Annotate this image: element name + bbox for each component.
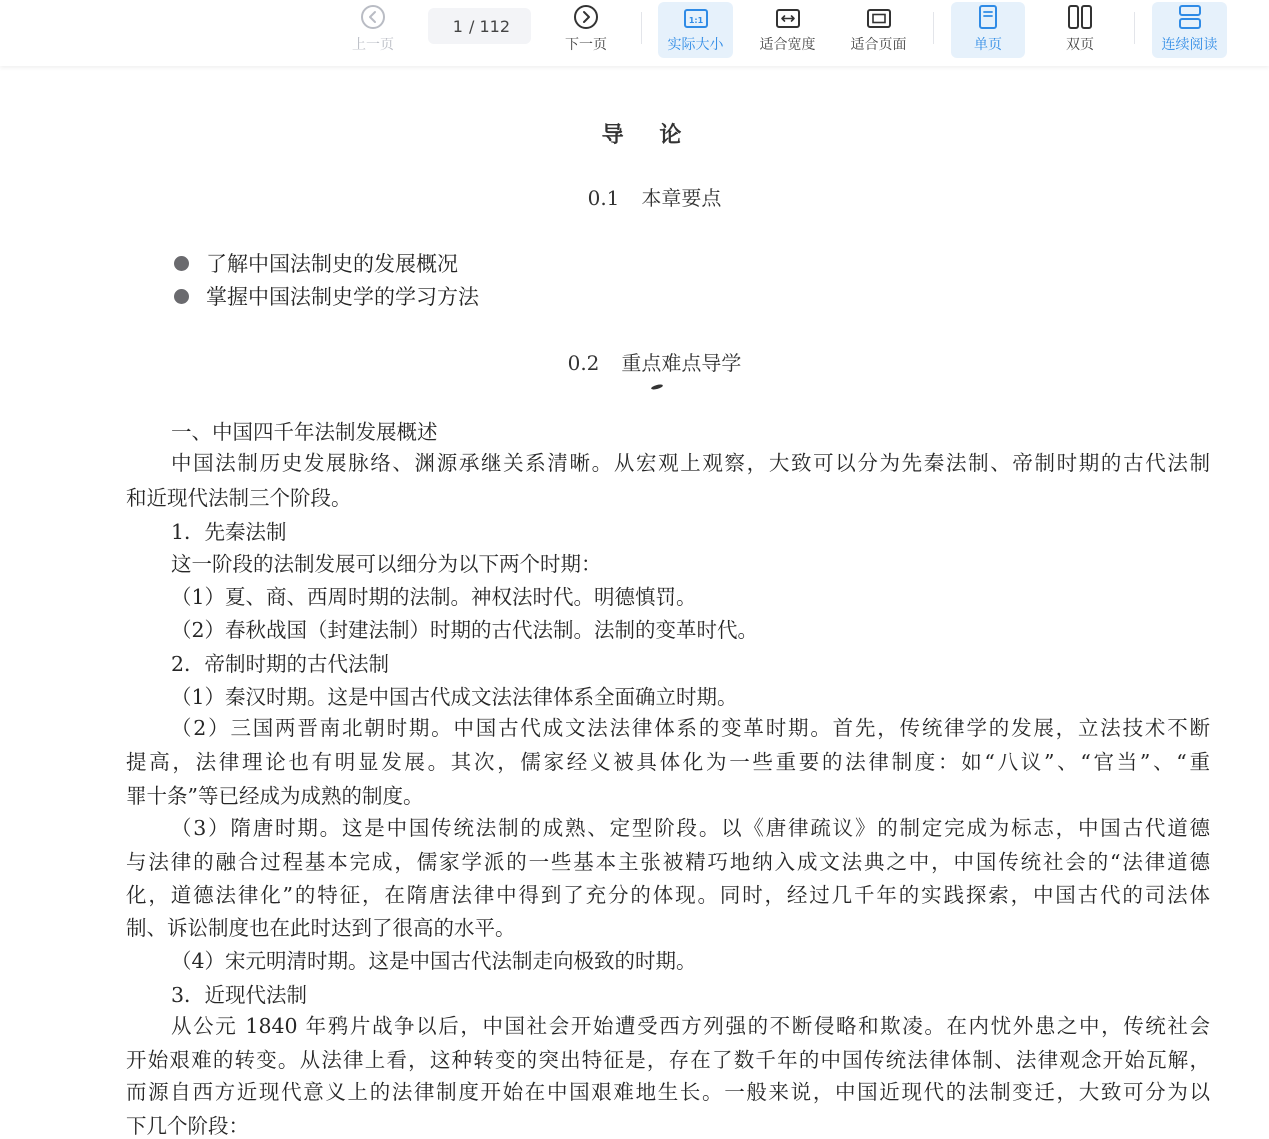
body-line: 化，道德法律化”的特征，在隋唐法律中得到了充分的体现。同时，经过几千年的实践探索，中国古代的司法体	[126, 883, 1210, 907]
page-title: 导 论	[601, 122, 696, 148]
single-page-button[interactable]	[951, 2, 1025, 58]
body-line: （2）三国两晋南北朝时期。中国古代成文法法律体系的变革时期。首先，传统律学的发展，立法技术不断	[171, 716, 1210, 740]
fit-page-button[interactable]	[841, 2, 916, 58]
double-page-icon	[1066, 2, 1094, 30]
body-line: （2）春秋战国（封建法制）时期的古代法制。法制的变革时代。	[171, 618, 759, 642]
body-line: 3．近现代法制	[171, 983, 308, 1007]
document-page	[0, 66, 1269, 1138]
fit-width-icon	[775, 2, 801, 30]
list-item	[174, 281, 479, 311]
next-page-label: 下一页	[565, 37, 607, 53]
actual-size-button[interactable]	[658, 2, 733, 58]
body-line: （1）秦汉时期。这是中国古代成文法法律体系全面确立时期。	[171, 685, 738, 709]
body-line: （4）宋元明清时期。这是中国古代法制走向极致的时期。	[171, 949, 697, 973]
body-line: 2．帝制时期的古代法制	[171, 652, 390, 676]
toolbar-divider	[641, 12, 642, 44]
body-line: 1．先秦法制	[171, 520, 287, 544]
continuous-reading-label: 连续阅读	[1161, 37, 1218, 53]
prev-page-label: 上一页	[352, 37, 394, 53]
section-number: 0.1	[587, 186, 620, 210]
fit-width-button[interactable]	[750, 2, 825, 58]
page-number-box	[428, 8, 531, 44]
body-line: 而源自西方近现代意义上的法律制度开始在中国艰难地生长。一般来说，中国近现代的法制变迁，大致可分为以	[126, 1080, 1210, 1104]
section-title: 本章要点	[641, 186, 722, 210]
current-page-input[interactable]	[445, 17, 463, 36]
body-line: 罪十条”等已经成为成熟的制度。	[126, 784, 424, 808]
body-line: 一、中国四千年法制发展概述	[171, 420, 438, 444]
reader-toolbar	[0, 0, 1269, 66]
continuous-reading-icon	[1177, 2, 1203, 30]
double-page-button[interactable]	[1043, 2, 1117, 58]
single-page-icon	[977, 2, 999, 30]
list-item-text: 了解中国法制史的发展概况	[206, 252, 458, 276]
chevron-left-circle-icon	[360, 2, 386, 30]
actual-size-icon	[683, 2, 709, 30]
prev-page-button[interactable]	[343, 2, 403, 58]
body-line: 提高，法律理论也有明显发展。其次，儒家经义被具体化为一些重要的法律制度：如“八议”、“官当”、“重	[126, 750, 1210, 774]
toolbar-divider	[933, 12, 934, 44]
fit-width-label: 适合宽度	[759, 37, 816, 53]
total-pages: / 112	[468, 16, 510, 36]
actual-size-label: 实际大小	[667, 37, 724, 53]
body-line: 下几个阶段：	[126, 1114, 249, 1138]
toolbar-divider	[1134, 12, 1135, 44]
continuous-reading-button[interactable]	[1152, 2, 1227, 58]
next-page-button[interactable]	[556, 2, 616, 58]
scan-speck	[651, 384, 664, 391]
body-line: 从公元 1840 年鸦片战争以后，中国社会开始遭受西方列强的不断侵略和欺凌。在内忧外患之中，传统社会	[171, 1014, 1210, 1038]
chevron-right-circle-icon	[573, 2, 599, 30]
body-line: 与法律的融合过程基本完成，儒家学派的一些基本主张被精巧地纳入成文法典之中，中国传统社会的“法律道德	[126, 850, 1210, 874]
double-page-label: 双页	[1066, 37, 1094, 53]
list-item-text: 掌握中国法制史学的学习方法	[206, 285, 479, 309]
section-number: 0.2	[567, 351, 600, 375]
list-item	[174, 248, 458, 278]
body-line: 和近现代法制三个阶段。	[126, 486, 352, 510]
body-line: 开始艰难的转变。从法律上看，这种转变的突出特征是，存在了数千年的中国传统法律体制、法律观念开始瓦解，	[126, 1048, 1210, 1072]
body-line: 制、诉讼制度也在此时达到了很高的水平。	[126, 916, 516, 940]
fit-page-label: 适合页面	[850, 37, 907, 53]
body-line: （1）夏、商、西周时期的法制。神权法时代。明德慎罚。	[171, 585, 697, 609]
section-heading	[0, 347, 1269, 376]
fit-page-icon	[866, 2, 892, 30]
svg-text:1:1: 1:1	[688, 16, 703, 25]
body-line: 这一阶段的法制发展可以细分为以下两个时期：	[171, 552, 602, 576]
bullet-dot-icon	[174, 289, 189, 304]
bullet-dot-icon	[174, 256, 189, 271]
body-line: 中国法制历史发展脉络、渊源承继关系清晰。从宏观上观察，大致可以分为先秦法制、帝制时期的古代法制	[171, 451, 1210, 475]
single-page-label: 单页	[974, 37, 1002, 53]
section-heading	[0, 182, 1269, 211]
body-line: （3）隋唐时期。这是中国传统法制的成熟、定型阶段。以《唐律疏议》的制定完成为标志，中国古代道德	[171, 816, 1210, 840]
section-title: 重点难点导学	[621, 351, 742, 375]
